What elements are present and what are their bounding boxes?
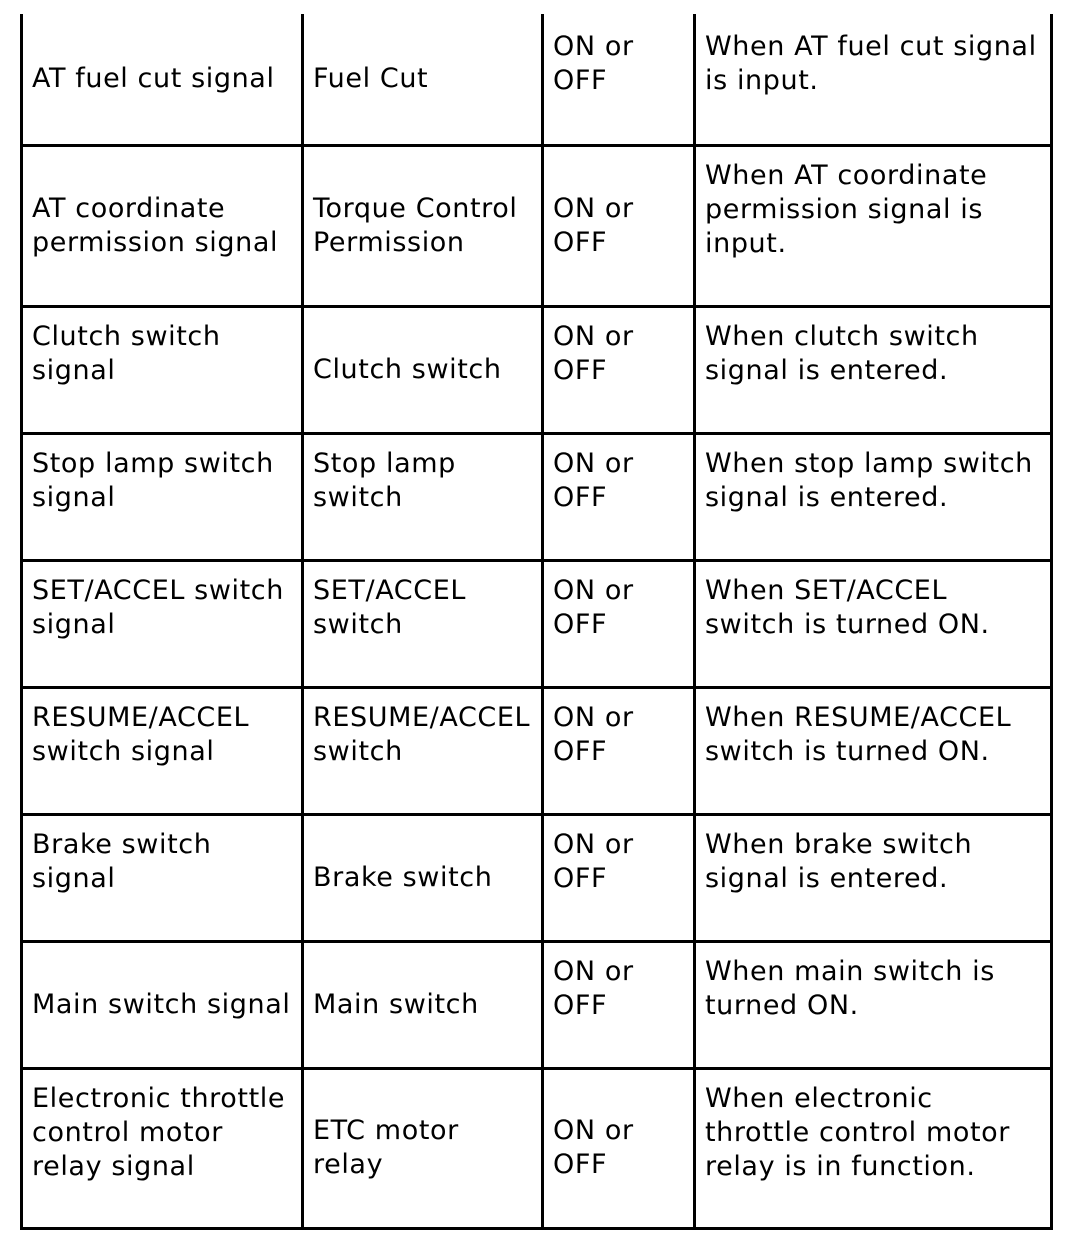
condition-cell: When AT coordinate permission signal is input.: [695, 145, 1052, 306]
signal-name-cell: AT coordinate permission signal: [22, 145, 303, 306]
status-cell: ON or OFF: [543, 941, 695, 1068]
display-item-cell: Brake switch: [303, 814, 543, 941]
condition-cell: When stop lamp switch signal is entered.: [695, 433, 1052, 560]
table-row: [22, 687, 1052, 814]
display-item-cell: Main switch: [303, 941, 543, 1068]
table-row: [22, 145, 1052, 306]
signal-name-cell: Stop lamp switch signal: [22, 433, 303, 560]
condition-cell: When RESUME/ACCEL switch is turned ON.: [695, 687, 1052, 814]
signal-name-cell: Clutch switch signal: [22, 306, 303, 433]
signal-name-cell: Brake switch signal: [22, 814, 303, 941]
signal-name-cell: RESUME/ACCEL switch signal: [22, 687, 303, 814]
condition-cell: When clutch switch signal is entered.: [695, 306, 1052, 433]
display-item-cell: Stop lamp switch: [303, 433, 543, 560]
condition-cell: When main switch is turned ON.: [695, 941, 1052, 1068]
status-cell: ON or OFF: [543, 14, 695, 145]
condition-cell: When SET/ACCEL switch is turned ON.: [695, 560, 1052, 687]
table-row: [22, 1068, 1052, 1228]
signal-name-cell: Electronic throttle control motor relay signal: [22, 1068, 303, 1228]
status-cell: ON or OFF: [543, 560, 695, 687]
signal-name-cell: Main switch signal: [22, 941, 303, 1068]
signal-name-cell: AT fuel cut signal: [22, 14, 303, 145]
table-row: [22, 306, 1052, 433]
display-item-cell: ETC motor relay: [303, 1068, 543, 1228]
table-row: [22, 814, 1052, 941]
table-row: [22, 941, 1052, 1068]
table-row: [22, 433, 1052, 560]
condition-cell: When AT fuel cut signal is input.: [695, 14, 1052, 145]
status-cell: ON or OFF: [543, 687, 695, 814]
table-row: [22, 14, 1052, 145]
status-cell: ON or OFF: [543, 433, 695, 560]
display-item-cell: Torque Control Permission: [303, 145, 543, 306]
status-cell: ON or OFF: [543, 145, 695, 306]
table-row: [22, 560, 1052, 687]
signal-name-cell: SET/ACCEL switch signal: [22, 560, 303, 687]
status-cell: ON or OFF: [543, 1068, 695, 1228]
status-cell: ON or OFF: [543, 306, 695, 433]
display-item-cell: RESUME/ACCEL switch: [303, 687, 543, 814]
display-item-cell: Clutch switch: [303, 306, 543, 433]
display-item-cell: Fuel Cut: [303, 14, 543, 145]
display-item-cell: SET/ACCEL switch: [303, 560, 543, 687]
condition-cell: When electronic throttle control motor relay is in function.: [695, 1068, 1052, 1228]
status-cell: ON or OFF: [543, 814, 695, 941]
signal-table: [20, 14, 1053, 1230]
condition-cell: When brake switch signal is entered.: [695, 814, 1052, 941]
